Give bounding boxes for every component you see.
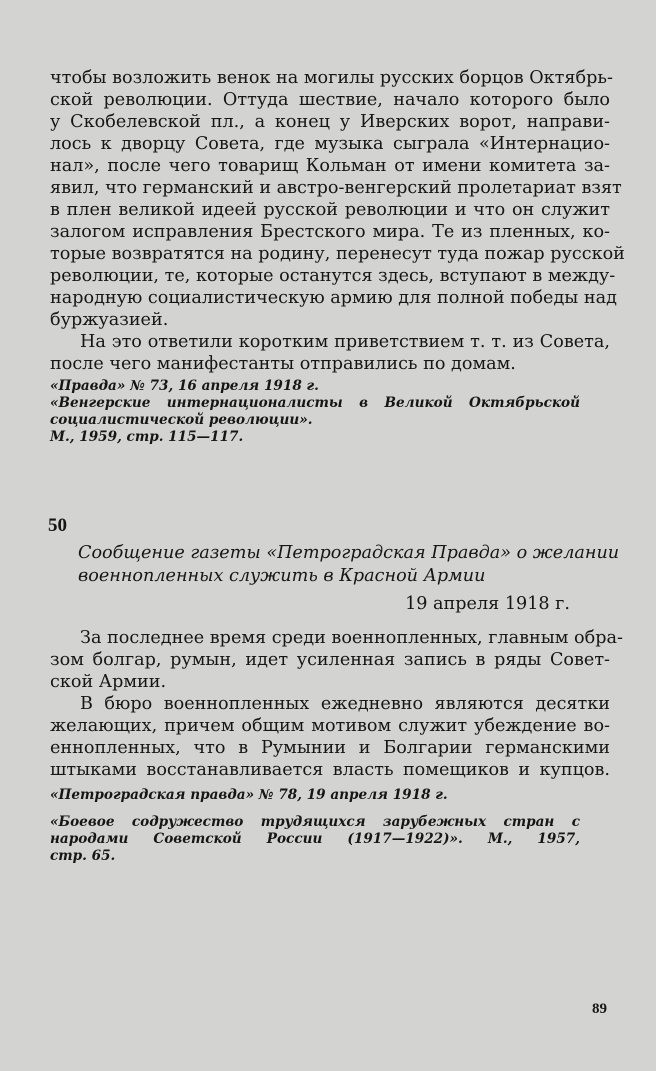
text-line: ской Армии. <box>50 672 167 692</box>
text-line: народную социалистическую армию для полной победы над <box>50 288 617 308</box>
text-line: зом болгар, румын, идет усиленная запись в ряды Совет- <box>50 650 610 670</box>
page-number: 89 <box>592 1001 607 1017</box>
citation-line: М., 1959, стр. 115—117. <box>50 429 244 445</box>
text-line: На это ответили коротким приветствием т. т. из Совета, <box>80 332 610 352</box>
document-number: 50 <box>48 515 67 536</box>
citation-line: «Правда» № 73, 16 апреля 1918 г. <box>50 378 319 394</box>
title-line: военнопленных служить в Красной Армии <box>78 566 486 586</box>
citation-line: «Боевое содружество трудящихся зарубежных стран с <box>50 814 580 830</box>
citation-line: народами Советской России (1917—1922)». М., 1957, <box>50 831 580 847</box>
text-line: после чего манифестанты отправились по домам. <box>50 354 516 374</box>
text-line: в плен великой идеей русской революции и что он служит <box>50 200 610 220</box>
text-line: желающих, причем общим мотивом служит убеждение во- <box>50 716 610 736</box>
citation-line: «Венгерские интернационалисты в Великой Октябрьской <box>50 395 580 411</box>
text-line: буржуазией. <box>50 310 169 330</box>
text-line: торые возвратятся на родину, перенесут туда пожар русской <box>50 244 625 264</box>
text-line: За последнее время среди военнопленных, главным обра- <box>80 628 623 648</box>
text-line: ской революции. Оттуда шествие, начало которого было <box>50 90 610 110</box>
text-line: В бюро военнопленных ежедневно являются десятки <box>80 694 610 714</box>
title-line: Сообщение газеты «Петроградская Правда» о желании <box>78 543 620 563</box>
text-line: залогом исправления Брестского мира. Те из пленных, ко- <box>50 222 610 242</box>
citation-line: социалистической революции». <box>50 412 313 428</box>
text-line: у Скобелевской пл., а конец у Иверских ворот, направи- <box>50 112 610 132</box>
text-line: нал», после чего товарищ Кольман от имени комитета за- <box>50 156 610 176</box>
citation-line: стр. 65. <box>50 848 116 864</box>
text-line: явил, что германский и австро-венгерский пролетариат взят <box>50 178 622 198</box>
text-line: лось к дворцу Совета, где музыка сыграла «Интернацио- <box>50 134 610 154</box>
text-line: еннопленных, что в Румынии и Болгарии германскими <box>50 738 610 758</box>
text-line: чтобы возложить венок на могилы русских борцов Октябрь- <box>50 68 613 88</box>
text-line: революции, те, которые останутся здесь, вступают в между- <box>50 266 616 286</box>
text-line: штыками восстанавливается власть помещиков и купцов. <box>50 760 610 780</box>
document-date: 19 апреля 1918 г. <box>405 594 570 614</box>
newspaper-citation: «Петроградская правда» № 78, 19 апреля 1918 г. <box>50 787 448 803</box>
